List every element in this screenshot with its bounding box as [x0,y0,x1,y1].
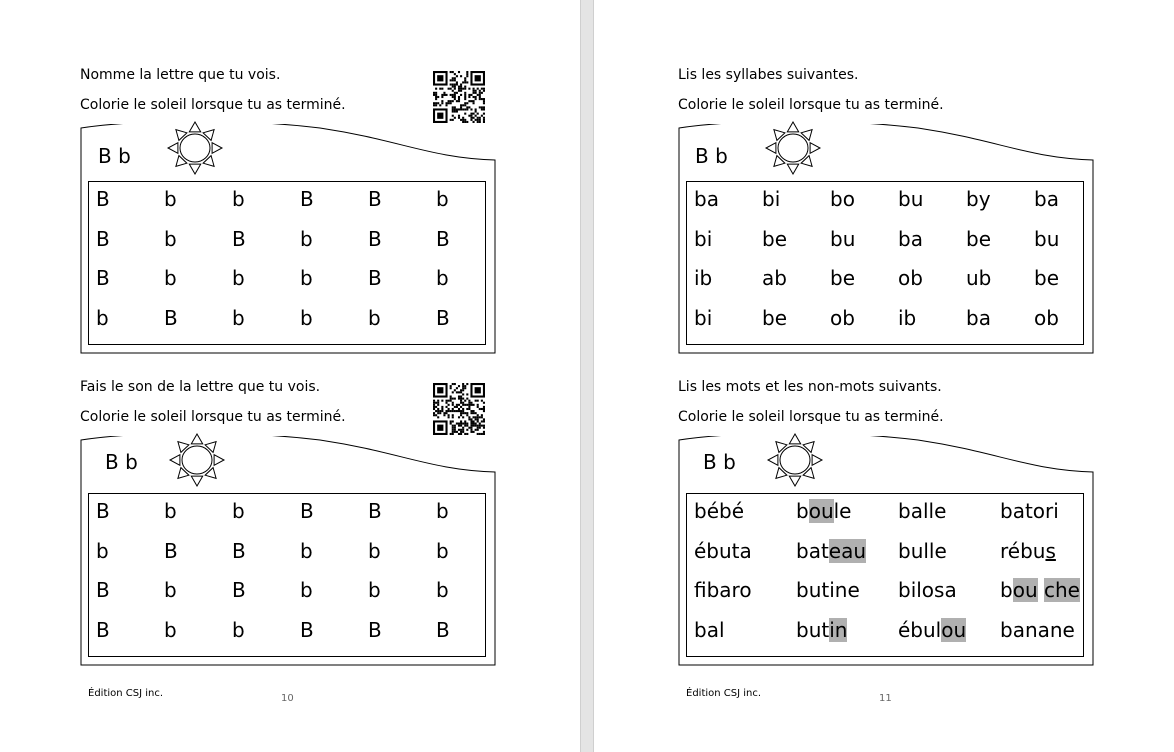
word-part: rébu [1000,538,1046,563]
word-part: bat [796,538,829,563]
word-part: but [796,617,830,642]
grid-cell: b [232,617,245,642]
grid-cell: b [164,499,177,523]
page-right [594,0,1174,752]
grid-cell: B [96,187,110,211]
word-part: banane [1000,617,1075,642]
grid-cell: B [164,538,178,563]
color-instruction-text: Colorie le soleil lorsque tu as terminé. [80,409,346,425]
instruction-text: Fais le son de la lettre que tu vois. [80,379,321,395]
grid-cell: ub [966,266,992,290]
grid-cell: be [830,266,855,290]
grid-cell: B [368,617,382,642]
grid-cell: ob [898,266,923,290]
word-cell [1000,618,1075,642]
color-instruction-text: Colorie le soleil lorsque tu as terminé. [80,97,346,113]
letter-label: B b [703,450,736,474]
grid-cell: b [368,578,381,602]
grid-cell: by [966,187,991,211]
word-part: b [1000,578,1013,602]
word-cell [796,618,847,642]
grid-cell: B [436,617,450,642]
sun-icon[interactable] [760,120,826,176]
grid-cell: b [436,538,449,563]
word-cell [694,618,725,642]
page-left [0,0,580,752]
word-cell [898,578,957,602]
grid-cell: b [232,305,245,330]
grid-cell: be [1034,266,1059,290]
grid-cell: B [232,578,246,602]
letter-grid [88,181,486,345]
silent-letter: s [1045,538,1056,563]
letter-label: B b [98,144,131,168]
highlighted-sound: in [829,617,848,642]
grid-cell: b [300,266,313,290]
grid-cell: B [436,305,450,330]
grid-cell: b [436,187,449,211]
grid-cell: B [96,617,110,642]
word-part: bal [694,617,725,642]
word-part: butine [796,578,860,602]
grid-cell: be [966,226,991,251]
grid-cell: bo [830,187,855,211]
grid-cell: bi [694,305,713,330]
grid-cell: be [762,305,787,330]
grid-cell: ab [762,266,787,290]
sun-icon[interactable] [164,432,230,488]
exercise-box [80,124,496,354]
grid-cell: B [96,578,110,602]
word-grid [686,493,1084,657]
word-cell [1000,578,1080,602]
color-instruction-text: Colorie le soleil lorsque tu as terminé. [678,97,944,113]
word-part: batori [1000,499,1059,523]
grid-cell: bi [694,226,713,251]
grid-cell: bu [898,187,924,211]
grid-cell: b [232,266,245,290]
grid-cell: B [300,187,314,211]
word-part: fibaro [694,578,752,602]
grid-cell: B [300,617,314,642]
word-part: bébé [694,499,744,523]
word-cell [796,499,852,523]
highlighted-sound: che [1043,578,1080,602]
word-cell [898,499,946,523]
letter-grid [88,493,486,657]
word-cell [898,539,947,563]
instruction-text: Nomme la lettre que tu vois. [80,67,281,83]
grid-cell: b [96,305,109,330]
highlighted-sound: ou [808,499,834,523]
exercise-box [678,124,1094,354]
grid-cell: bu [1034,226,1060,251]
grid-cell: ob [830,305,855,330]
grid-cell: b [300,538,313,563]
grid-cell: B [300,499,314,523]
grid-cell: B [96,266,110,290]
grid-cell: ba [966,305,991,330]
exercise-box [80,436,496,666]
grid-cell: ba [694,187,719,211]
grid-cell: b [368,538,381,563]
exercise-box [678,436,1094,666]
word-part: b [796,499,809,523]
grid-cell: b [164,266,177,290]
grid-cell: b [436,499,449,523]
publisher-footer: Édition CSJ inc. [88,688,164,699]
letter-label: B b [105,450,138,474]
word-cell [1000,539,1056,563]
grid-cell: b [164,226,177,251]
grid-cell: B [96,499,110,523]
grid-cell: b [300,578,313,602]
grid-cell: B [232,226,246,251]
grid-cell: ba [1034,187,1059,211]
grid-cell: b [300,226,313,251]
grid-cell: bu [830,226,856,251]
instruction-text: Lis les syllabes suivantes. [678,67,859,83]
word-part: ébul [898,617,942,642]
grid-cell: B [164,305,178,330]
word-cell [796,578,860,602]
grid-cell: b [232,187,245,211]
grid-cell: bi [762,187,781,211]
grid-cell: B [96,226,110,251]
sun-icon[interactable] [762,432,828,488]
grid-cell: b [164,617,177,642]
color-instruction-text: Colorie le soleil lorsque tu as terminé. [678,409,944,425]
grid-cell: b [300,305,313,330]
word-cell [898,618,966,642]
grid-cell: ib [898,305,917,330]
grid-cell: b [232,499,245,523]
grid-cell: b [368,305,381,330]
word-part: bulle [898,538,947,563]
grid-cell: ba [898,226,923,251]
word-part: ébuta [694,538,752,563]
instruction-text: Lis les mots et les non-mots suivants. [678,379,942,395]
syllable-grid [686,181,1084,345]
word-cell [694,539,752,563]
page-gutter [580,0,594,752]
highlighted-sound: ou [941,617,967,642]
sun-icon[interactable] [162,120,228,176]
word-cell [1000,499,1059,523]
letter-label: B b [695,144,728,168]
grid-cell: B [368,266,382,290]
page-number: 11 [879,693,892,704]
grid-cell: ib [694,266,713,290]
grid-cell: B [368,187,382,211]
grid-cell: B [436,226,450,251]
word-cell [796,539,866,563]
grid-cell: b [164,578,177,602]
grid-cell: B [232,538,246,563]
grid-cell: B [368,499,382,523]
word-part: balle [898,499,947,523]
publisher-footer: Édition CSJ inc. [686,688,762,699]
page-number: 10 [281,693,294,704]
highlighted-sound: eau [828,538,867,563]
word-part: le [833,499,852,523]
grid-cell: b [96,538,109,563]
word-part: bilosa [898,578,957,602]
word-cell [694,499,744,523]
grid-cell: be [762,226,787,251]
highlighted-sound: ou [1012,578,1038,602]
qr-code-icon[interactable] [433,383,485,435]
grid-cell: B [368,226,382,251]
grid-cell: ob [1034,305,1059,330]
qr-code-icon[interactable] [433,71,485,123]
word-cell [694,578,752,602]
grid-cell: b [436,578,449,602]
grid-cell: b [436,266,449,290]
grid-cell: b [164,187,177,211]
